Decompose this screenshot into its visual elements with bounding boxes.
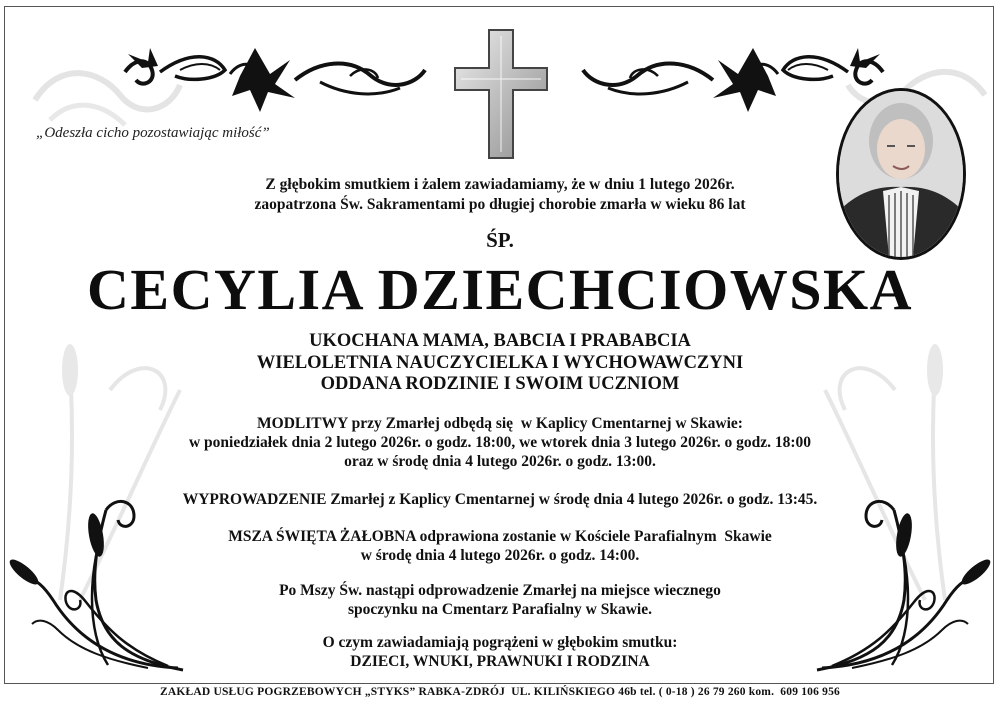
- roles-list: [0, 331, 1000, 396]
- floral-ornament-left-icon: [120, 40, 430, 115]
- mass-line-1: [0, 527, 1000, 546]
- deceased-name: CECYLIA DZIECHCIOWSKA: [87, 257, 913, 322]
- memorial-quote: „Odeszła cicho pozostawiając miłość”: [36, 125, 270, 141]
- mass-section: [0, 527, 1000, 565]
- floral-ornament-right-icon: [578, 40, 888, 115]
- prayers-lead: MODLITWY: [257, 415, 348, 432]
- prayers-rest: przy Zmarłej odbędą się w Kaplicy Cmentarnej w Skawie:: [347, 415, 743, 432]
- mass-line-2: w środę dnia 4 lutego 2026r. o godz. 14:00.: [360, 547, 640, 564]
- role-line: WIELOLETNIA NAUCZYCIELKA I WYCHOWAWCZYNI: [256, 352, 744, 373]
- role-line: UKOCHANA MAMA, BABCIA I PRABABCIA: [309, 331, 691, 351]
- prayers-line-2: w poniedziałek dnia 2 lutego 2026r. o godz. 18:00, we wtorek dnia 3 lutego 2026r. o godz. 18:00: [188, 434, 812, 451]
- intro-line-1: Z głębokim smutkiem i żalem zawiadamiamy, że w dniu 1 lutego 2026r.: [265, 176, 735, 193]
- intro-line-2: zaopatrzona Św. Sakramentami po długiej chorobie zmarła w wieku 86 lat: [254, 196, 746, 213]
- role-line: ODDANA RODZINIE I SWOIM UCZNIOM: [320, 374, 680, 394]
- procession-section: [0, 490, 1000, 509]
- cross-icon: [453, 28, 549, 160]
- procession-rest: Zmarłej z Kaplicy Cmentarnej w środę dnia 4 lutego 2026r. o godz. 13:45.: [326, 491, 818, 508]
- closing-line-2: DZIECI, WNUKI, PRAWNUKI I RODZINA: [350, 653, 650, 670]
- prayers-line-3: oraz w środę dnia 4 lutego 2026r. o godz. 13:00.: [344, 453, 656, 470]
- burial-line-1: Po Mszy Św. nastąpi odprowadzenie Zmarłej na miejsce wiecznego: [279, 582, 721, 599]
- announcement-intro: [0, 175, 1000, 215]
- mass-lead: MSZA ŚWIĘTA ŻAŁOBNA: [228, 528, 416, 545]
- burial-section: [0, 581, 1000, 619]
- mass-rest: odprawiona zostanie w Kościele Parafialnym Skawie: [415, 528, 772, 545]
- closing-line-1: O czym zawiadamiają pogrążeni w głębokim smutku:: [322, 634, 678, 651]
- prayers-line-1: [0, 414, 1000, 433]
- burial-line-2: spoczynku na Cmentarz Parafialny w Skawie.: [348, 601, 652, 618]
- closing-section: [0, 633, 1000, 671]
- name-prefix: ŚP.: [486, 228, 514, 252]
- funeral-home-footer: ZAKŁAD USŁUG POGRZEBOWYCH „STYKS” RABKA-ZDRÓJ UL. KILIŃSKIEGO 46b tel. ( 0-18 ) 26 79 260 kom. 609 106 956: [159, 686, 841, 698]
- prayers-section: [0, 414, 1000, 471]
- procession-lead: WYPROWADZENIE: [182, 491, 327, 508]
